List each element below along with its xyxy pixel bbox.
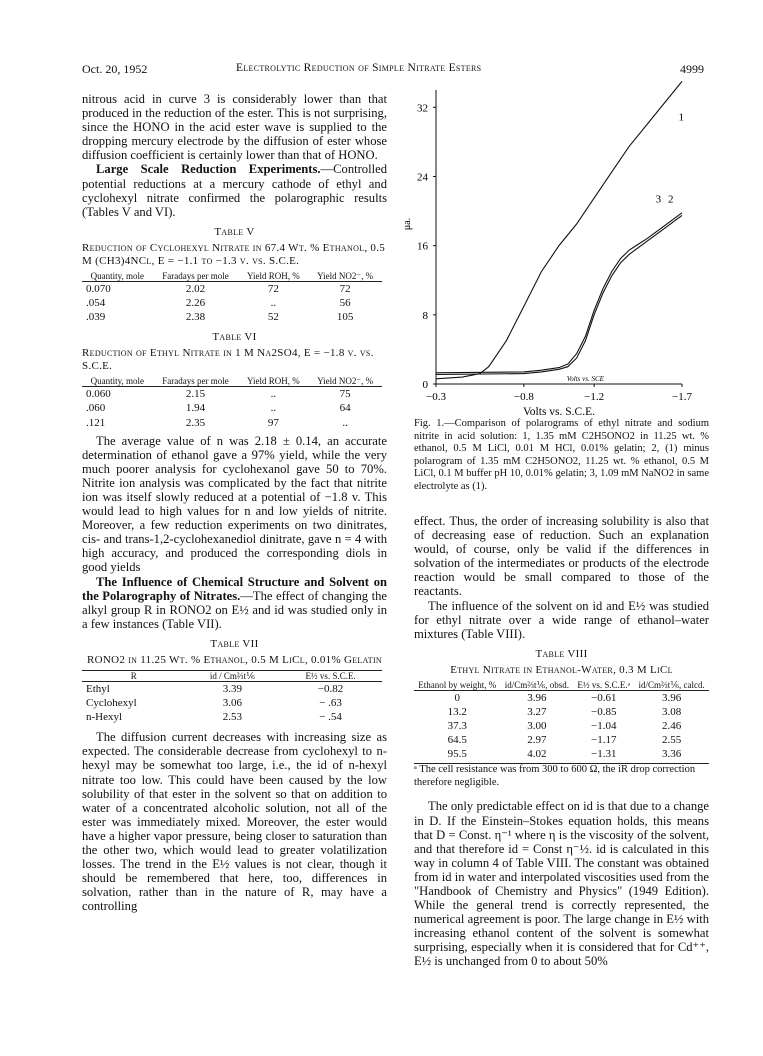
header-date: Oct. 20, 1952 (82, 62, 148, 76)
header-title: Electrolytic Reduction of Simple Nitrate Esters (236, 62, 482, 74)
page-number: 4999 (680, 62, 704, 76)
chart-labels (656, 111, 684, 205)
y-tick-label: 8 (422, 309, 428, 322)
paragraph: The average value of n was 2.18 ± 0.14, an accurate determination of ethanol gave a 97% yield, while the very much poorer analysis for cyclohexanol gave 50 to 70%. Nitrite ion analysis was complicated by the fact that nitrite ion was itself slowly reduced at a potential of −1.8 v. This would lead to high values for n and low yields of nitrite. Moreover, a few reduction experiments on two dinitrates, cis- and trans-1,2-cyclohexanediol dinitrate, gave n = 4 with high accuracy, and produced the corresponding diols in good yields (82, 433, 387, 575)
table-row: .054 2.26 .. 56 (86, 297, 351, 310)
section-heading: The Influence of Chemical Structure and Solvent on the Polarography of Nitrates. (82, 574, 387, 603)
left-column (82, 92, 387, 914)
table-vi-caption: Reduction of Ethyl Nitrate in 1 M Na2SO4, E = −1.8 v. vs. S.C.E. (82, 347, 374, 373)
table-viii (414, 680, 709, 761)
x-tick-label: −0.3 (426, 391, 446, 403)
table-header: Yield NO2⁻, % (317, 270, 374, 281)
table-header: Yield NO2⁻, % (317, 376, 374, 387)
x-tick-label: −1.7 (672, 391, 692, 403)
y-axis-label: μa. (402, 217, 413, 231)
table-row: 13.2 3.27 −0.85 3.08 (447, 706, 682, 719)
table-vii-caption: RONO2 in 11.25 Wt. % Ethanol, 0.5 M LiCl, 0.01% Gelatin (86, 654, 383, 666)
paragraph: The only predictable effect on id is that due to a change in D. If the Einstein–Stokes equation holds, this means that D = Const. η⁻¹ where η is the viscosity of the solvent, and that therefore id = Const η⁻½. id is calculated in this way in column 4 of Table VIII. The constant was obtained from id in water and interpolated viscosities used from the "Handbook of Chemistry and Physics" (1949 Edition). While the general trend is correctly represented, the numerical agreement is poor. The large change in E½ with increasing ethanol content of the solvent is somewhat surprising, especially when it is considered that for Cd⁺⁺, E½ is unchanged from 0 to about 50% (414, 799, 709, 969)
curve-3 (436, 213, 682, 373)
paragraph: Large Scale Reduction Experiments.—Controlled potential reductions at a mercury cathode of ethyl and cyclohexyl nitrate confirmed the polarographic results (Tables V and VI). (82, 162, 387, 219)
paragraph: The influence of the solvent on id and E½ was studied for ethyl nitrate over a wide range of ethanol–water mixtures (Table VIII). (414, 598, 709, 641)
table-row: .039 2.38 52 105 (86, 311, 354, 324)
x-tick-label: −0.8 (513, 391, 534, 403)
table-header: Quantity, mole (90, 376, 145, 387)
paragraph: nitrous acid in curve 3 is considerably lower than that produced in the reduction of the ester. This is not surprising, since the HONO in the acid ester wave is supplied to the dropping mercury electrode by the diffusion of ester whose diffusion coefficient is certainly lower than that of HONO. (82, 92, 387, 163)
table-viii-footnote: ᵃ The cell resistance was from 300 to 600 Ω, the iR drop correction therefore negligible. (414, 763, 709, 789)
table-viii-caption: Ethyl Nitrate in Ethanol-Water, 0.3 M LiCl (450, 663, 673, 676)
x-axis-label: Volts vs. S.C.E. (522, 406, 596, 418)
paragraph: The Influence of Chemical Structure and Solvent on the Polarography of Nitrates.—The effect of changing the alkyl group R in RONO2 on E½ and id was studied only in a few instances (Table VII). (82, 574, 387, 631)
curve-label-2: 2 (667, 193, 674, 206)
table-header: Quantity, mole (90, 270, 145, 281)
table-row: 0 3.96 −0.61 3.96 (414, 690, 709, 705)
table-row: .060 1.94 .. 64 (86, 402, 351, 415)
table-header: Faradays per mole (162, 270, 229, 281)
table-header: E½ vs. S.C.E. (305, 671, 356, 681)
table-vi-title: Table VI (212, 331, 257, 344)
table-header: Faradays per mole (162, 376, 229, 387)
table-header: Yield ROH, % (246, 270, 300, 281)
table-header: Yield ROH, % (246, 376, 300, 387)
table-vii (82, 670, 382, 724)
table-row: 37.3 3.00 −1.04 2.46 (447, 720, 682, 733)
table-vii-title: Table VII (210, 637, 259, 650)
table-viii-title: Table VIII (535, 647, 588, 660)
polarogram-figure (396, 80, 696, 420)
chart-curves (436, 81, 682, 378)
table-header: Ethanol by weight, % (418, 679, 497, 690)
figure-caption-block (414, 418, 709, 493)
table-row: n-Hexyl 2.53 − .54 (86, 711, 342, 724)
table-v-caption: Reduction of Cyclohexyl Nitrate in 67.4 Wt. % Ethanol, 0.5 M (CH3)4NCl, E = −1.1 to −1.3 v. vs. S.C.E. (82, 241, 386, 267)
curve-1 (436, 81, 682, 378)
table-vi (82, 376, 382, 429)
y-tick-label: 24 (417, 171, 428, 184)
table-header: id / Cm⅔t⅙ (209, 671, 255, 681)
inner-axis-label: Volts vs. SCE (566, 375, 604, 383)
x-tick-label: −1.2 (584, 391, 605, 403)
table-header: id/Cm⅔t⅙, calcd. (638, 679, 705, 690)
table-header: R (130, 671, 137, 681)
table-row: 95.5 4.02 −1.31 3.36 (447, 748, 682, 761)
curve-label-1: 1 (678, 111, 684, 124)
table-row: 64.5 2.97 −1.17 2.55 (447, 734, 682, 747)
table-row: 0.070 2.02 72 72 (82, 281, 382, 296)
table-row: Cyclohexyl 3.06 − .63 (86, 697, 342, 710)
curve-label-3: 3 (655, 193, 662, 206)
section-heading: Large Scale Reduction Experiments. (96, 162, 321, 177)
paragraph: effect. Thus, the order of increasing solubility is also that of decreasing ease of reduction. Such an explanation would, of course, only be valid if the differences in solvation of the intermediates or products of the electrode reaction would be small compared to those of the reactants. (414, 514, 709, 599)
right-column (414, 514, 709, 969)
table-header: id/Cm⅔t⅙, obsd. (504, 679, 569, 690)
table-v-title: Table V (214, 225, 255, 238)
y-tick-label: 32 (417, 102, 428, 115)
table-row: 0.060 2.15 .. 75 (82, 387, 382, 402)
table-row: Ethyl 3.39 −0.82 (82, 682, 382, 697)
figure-caption: Fig. 1.—Comparison of polarograms of ethyl nitrate and sodium nitrite in acid solution: 1, 1.35 mM C2H5ONO2 in 11.25 wt. % ethanol, 0.5 M LiCl, 0.01 M HCl, 0.01% gelatin; 2, (1) minus polarogram of 1.35 mM C2H5ONO2, 11.25 wt. % ethanol, 0.5 M LiCl, 0.1 M buffer pH 10, 0.01% gelatin; 3, 1.09 mM NaNO2 in same electrolyte as (1). (414, 418, 709, 492)
paragraph: The diffusion current decreases with increasing size as expected. The considerable decrease from cyclohexyl to n-hexyl may be somewhat too large, i.e., the id of n-hexyl nitrate too low. This could have been caused by the low solubility of that ester in the solvent so that on addition to water of a concentrated alcoholic solution, not all of the ester was immediately mixed. Moreover, the ester would have a higher vapor pressure, being closer to saturation than the other two, which would lead to greater volatilization losses. The trend in the E½ values is not clear, though it should be remembered that here, too, differences in solvation, rather than in the nature of R, may have a controlling (82, 730, 387, 914)
y-tick-label: 16 (417, 240, 428, 253)
table-header: E½ vs. S.C.E.ᵃ (577, 679, 631, 690)
y-tick-label: 0 (422, 379, 428, 391)
table-row: .121 2.35 97 .. (86, 416, 348, 429)
table-v (82, 271, 382, 324)
